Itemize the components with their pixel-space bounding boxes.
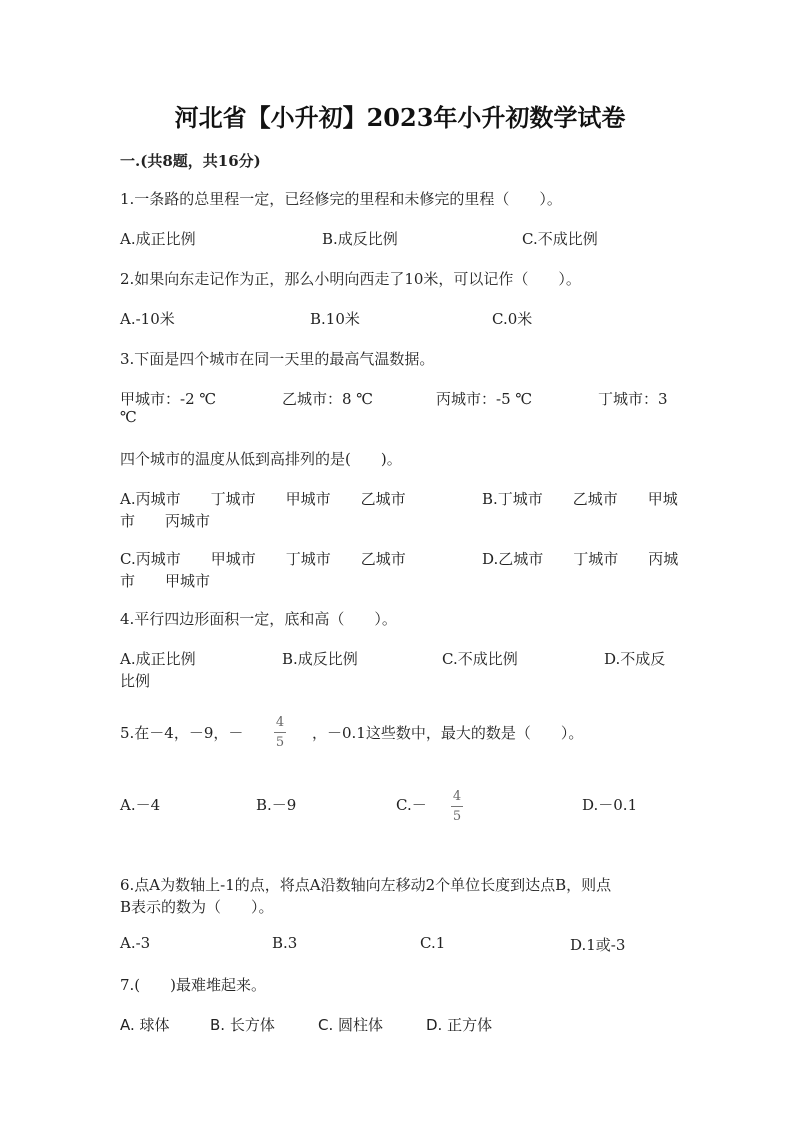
q7-option-a: A. 球体 [120, 1016, 170, 1034]
q3-option-a: A.丙城市 丁城市 甲城市 乙城市 [120, 490, 406, 508]
q3-data-ding: 丁城市：3 [598, 390, 668, 408]
q3-data-unit: ℃ [120, 408, 137, 426]
q3-option-b-cont: 市 丙城市 [120, 512, 211, 530]
q5-option-c-fraction [451, 790, 463, 823]
q2-option-a: A.-10米 [120, 310, 175, 328]
q6-option-c: C.1 [420, 934, 446, 952]
q5-option-c: C.－ [396, 796, 427, 814]
q4-option-d-cont: 比例 [120, 672, 151, 690]
q6-option-a: A.-3 [120, 934, 151, 952]
q7-option-d: D. 正方体 [426, 1016, 493, 1034]
q4-option-a: A.成正比例 [120, 650, 196, 668]
q3-option-d: D.乙城市 丁城市 丙城 [482, 550, 679, 568]
q5-option-d: D.－0.1 [582, 796, 638, 814]
q6-option-b: B.3 [272, 934, 298, 952]
q3-data-bing: 丙城市：-5 ℃ [436, 390, 533, 408]
q4-option-d: D.不成反 [604, 650, 666, 668]
fraction-numerator: 4 [275, 715, 285, 730]
question-6-stem: 6.点A为数轴上-1的点，将点A沿数轴向左移动2个单位长度到达点B，则点 [120, 876, 612, 894]
question-6-stem-2: B表示的数为（ ）。 [120, 898, 274, 916]
q1-option-c: C.不成比例 [522, 230, 598, 248]
question-5-stem-b: ，－0.1这些数中，最大的数是（ ）。 [312, 724, 584, 742]
q3-data-jia: 甲城市：-2 ℃ [120, 390, 217, 408]
question-4-stem: 4.平行四边形面积一定，底和高（ ）。 [120, 610, 397, 628]
fraction-denominator: 5 [452, 809, 462, 824]
q7-option-b: B. 长方体 [210, 1016, 275, 1034]
question-2-stem: 2.如果向东走记作为正，那么小明向西走了10米，可以记作（ ）。 [120, 270, 581, 288]
q7-option-c: C. 圆柱体 [318, 1016, 384, 1034]
section-heading: 一.(共8题，共16分) [120, 152, 261, 170]
q5-stem-fraction [274, 716, 286, 749]
fraction-bar [274, 732, 286, 733]
q4-option-b: B.成反比例 [282, 650, 358, 668]
q2-option-c: C.0米 [492, 310, 533, 328]
fraction-denominator: 5 [275, 735, 285, 750]
q5-option-b: B.－9 [256, 796, 297, 814]
fraction-numerator: 4 [452, 789, 462, 804]
fraction-bar [451, 806, 463, 807]
q1-option-a: A.成正比例 [120, 230, 196, 248]
q6-option-d: D.1或-3 [570, 936, 626, 954]
q4-option-c: C.不成比例 [442, 650, 518, 668]
question-5-stem-a: 5.在－4，－9，－ [120, 724, 244, 742]
q3-option-c: C.丙城市 甲城市 丁城市 乙城市 [120, 550, 406, 568]
page-title: 河北省【小升初】2023年小升初数学试卷 [174, 103, 626, 132]
question-3-stem: 3.下面是四个城市在同一天里的最高气温数据。 [120, 350, 435, 368]
question-3-stem-2: 四个城市的温度从低到高排列的是( )。 [120, 450, 402, 468]
q2-option-b: B.10米 [310, 310, 360, 328]
question-1-stem: 1.一条路的总里程一定，已经修完的里程和未修完的里程（ ）。 [120, 190, 562, 208]
question-7-stem: 7.( )最难堆起来。 [120, 976, 267, 994]
q5-option-a: A.－4 [120, 796, 161, 814]
q1-option-b: B.成反比例 [322, 230, 398, 248]
q3-option-d-cont: 市 甲城市 [120, 572, 211, 590]
q3-data-yi: 乙城市：8 ℃ [282, 390, 374, 408]
q3-option-b: B.丁城市 乙城市 甲城 [482, 490, 678, 508]
